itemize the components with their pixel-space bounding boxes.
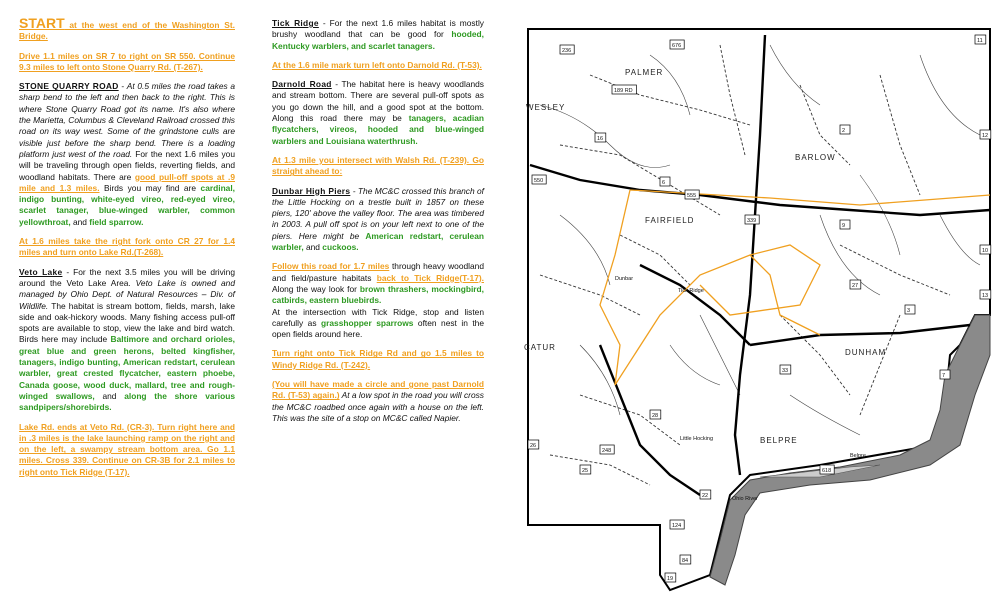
veto-lake-section <box>19 267 235 414</box>
place-label: Dunbar <box>615 276 634 282</box>
route-number: 6 <box>662 180 666 186</box>
veto-lake-owner: Veto Lake is owned and managed by Ohio Dept. of Natural Resources – Div. of Wildlife. <box>19 277 235 311</box>
veto-lake-text: - For the next 3.5 miles you will be driving around the Veto Lake Area. <box>19 266 235 288</box>
route-number: 236 <box>562 48 572 54</box>
direction-6-link-2: back to Tick Ridge(T-17). <box>376 272 484 283</box>
stone-quarry-birds: cardinal, indigo bunting, white-eyed vireo, red-eyed vireo, scarlet tanager, blue-winged warbler, common yellowthroat, <box>19 182 235 227</box>
veto-lake-heading: Veto Lake <box>19 266 63 277</box>
route-number: 16 <box>597 136 604 142</box>
place-label: Tick Ridge <box>678 288 704 294</box>
route-number: 248 <box>602 448 612 454</box>
route-number: 124 <box>672 523 682 529</box>
darnold-heading: Darnold Road <box>272 79 332 90</box>
county-border <box>528 29 990 590</box>
route-number: 550 <box>534 178 544 184</box>
dash: - <box>118 81 127 92</box>
route-number: 339 <box>747 218 757 224</box>
direction-4: At the 1.6 mile mark turn left onto Darnold Rd. (T-53). <box>272 59 482 70</box>
dunbar-heading: Dunbar High Piers <box>272 185 351 196</box>
veto-lake-text-2: The habitat is stream bottom, fields, marsh, lake side and oak-hickory woods. Many fishing access pull-off spots are available to stop, view the lake and bird watch. Birds here may include <box>19 300 235 345</box>
direction-3: Lake Rd. ends at Veto Rd. (CR-3). Turn right here and in .3 miles is the lake launching ramp on the right and on the left, a swampy stream bottom area. Go 1.1 miles. Cross 339. Continue on CR-3B for 2.1 miles to right onto Tick Ridge (T-17). <box>19 421 235 477</box>
route-number: 26 <box>530 443 537 449</box>
route-number: 7 <box>942 373 946 379</box>
direction-8-history: At a low spot in the road you will cross the MC&C roadbed once again with a house on the left. This was the site of a stop on MC&C called Napier. <box>272 390 484 423</box>
and-word: and <box>303 242 323 253</box>
route-number: 22 <box>702 493 709 499</box>
stone-quarry-section <box>19 81 235 228</box>
dunbar-birds: American redstart, cerulean warbler, <box>272 230 484 253</box>
route-number: 189 RD <box>614 88 633 94</box>
route-number: 33 <box>782 368 789 374</box>
route-number: 13 <box>982 293 989 299</box>
direction-8 <box>272 379 484 424</box>
place-label: Ohio River <box>732 496 758 502</box>
direction-5: At 1.3 mile you intersect with Walsh Rd. (T-239). Go straight ahead to: <box>272 154 484 177</box>
darnold-section <box>272 79 484 147</box>
tick-ridge-heading: Tick Ridge <box>272 18 319 28</box>
stone-quarry-heading: STONE QUARRY ROAD <box>19 81 119 92</box>
direction-6-birds-2: grasshopper sparrows <box>321 317 414 328</box>
direction-1: Drive 1.1 miles on SR 7 to right on SR 550. Continue 9.3 miles to left onto Stone Quarry Rd. (T-267). <box>19 50 235 72</box>
dunbar-birds-2: cuckoos. <box>322 242 359 253</box>
town-label: DUNHAM <box>845 348 887 357</box>
start-heading: START <box>19 15 65 31</box>
direction-6 <box>272 261 484 340</box>
and-word: and <box>94 390 125 401</box>
route-number: 84 <box>682 558 689 564</box>
direction-2: At 1.6 miles take the right fork onto CR 27 for 1.4 miles and turn onto Lake Rd.(T-268). <box>19 236 235 258</box>
stone-quarry-history: At 0.5 miles the road takes a sharp bend to the left and then back to the right. This is where Stone Quarry Road got its name. It's also where the Marietta, Columbus & Cleveland Railroad crossed this road on its way west. Some of the grindstone culls are visible just before the sharp bend. There is a loading platform just west of the road. <box>19 81 235 159</box>
direction-6-text-3: At the intersection with Tick Ridge, stop and listen carefully as <box>272 306 484 328</box>
route-number: 28 <box>652 413 659 419</box>
middle-text-column <box>272 18 484 432</box>
town-label: BELPRE <box>760 436 798 445</box>
route-number: 10 <box>982 248 989 254</box>
town-label: WESLEY <box>526 103 566 112</box>
route-map <box>520 15 1000 595</box>
direction-8-link: (You will have made a circle and gone past Darnold Rd. (T-53) again.) <box>272 379 484 401</box>
route-number: 9 <box>842 223 846 229</box>
stone-quarry-text-2: Birds you may find are <box>99 182 201 193</box>
route-number: 12 <box>982 133 989 139</box>
direction-6-text-4: often nest in the open fields around here. <box>272 317 484 340</box>
town-label: BARLOW <box>795 153 836 162</box>
route-number: 11 <box>977 38 983 44</box>
dunbar-history: - The MC&C crossed this branch of the Little Hocking on a trestle built in 1857 on these piers, 120' above the valley floor. The area was timbered in 2003. A pull off spot is on your left next to one of the piers. Here might be <box>272 185 484 241</box>
left-text-column <box>19 15 236 486</box>
veto-lake-birds-2: along the shore various sandpipers/shorebirds. <box>19 390 235 413</box>
tick-ridge-birds: hooded, Kentucky warblers, and scarlet tanagers. <box>272 29 484 51</box>
direction-6-text-2: Along the way look for <box>272 283 360 294</box>
dunbar-section <box>272 186 484 254</box>
darnold-birds: tanagers, acadian flycatchers, vireos, hooded and blue-winged warblers and Louisiana waterthrush. <box>272 113 484 146</box>
direction-6-link: Follow this road for 1.7 miles <box>272 261 390 272</box>
and-word: and <box>70 216 90 227</box>
route-number: 555 <box>687 193 697 199</box>
tick-ridge-text: - For the next 1.6 miles habitat is mostly brushy woodland that can be good for <box>272 18 484 40</box>
direction-7: Turn right onto Tick Ridge Rd and go 1.5 miles to Windy Ridge Rd. (T-242). <box>272 348 484 370</box>
direction-6-text: through heavy woodland and field/pasture habitats <box>272 261 484 283</box>
stone-quarry-birds-2: field sparrow. <box>89 216 144 227</box>
start-location: at the west end of the Washington St. Bridge. <box>19 20 235 42</box>
town-label: CATUR <box>524 343 556 352</box>
route-number: 2 <box>842 128 846 134</box>
veto-lake-birds: Baltimore and orchard orioles, great blue and green herons, belted kingfisher, tanagers, indigo bunting, American redstart, cerulean warbler, great crested flycatcher, eastern phoebe, Canada goose, wood duck, mallard, tree and rough-winged swallows, <box>19 334 236 401</box>
darnold-text: - The habitat here is heavy woodlands and stream bottom. There are several pull-off spots as you go down the hill, and a good spot at the bottom. Along this road there may be <box>272 79 484 124</box>
place-label: Little Hocking <box>680 436 714 442</box>
route-number: 25 <box>582 468 589 474</box>
town-label: PALMER <box>625 68 664 77</box>
route-number: 27 <box>852 283 859 289</box>
place-label: Belpre <box>850 453 866 459</box>
route-number: 3 <box>907 308 911 314</box>
stone-quarry-pulloff: good pull-off spots at .9 mile and 1.3 miles. <box>19 171 235 193</box>
route-number: 676 <box>672 43 682 49</box>
route-number: 19 <box>667 576 674 582</box>
route-number: 618 <box>822 468 832 474</box>
direction-6-birds: brown thrashers, mockingbird, catbirds, eastern bluebirds. <box>272 283 484 306</box>
tick-ridge-section <box>272 18 484 52</box>
stone-quarry-text: For the next 1.6 miles you will be traveling through open fields, reverting fields, and woodland habitats. There are <box>19 148 235 182</box>
start-paragraph <box>19 15 235 43</box>
town-label: FAIRFIELD <box>645 216 695 225</box>
